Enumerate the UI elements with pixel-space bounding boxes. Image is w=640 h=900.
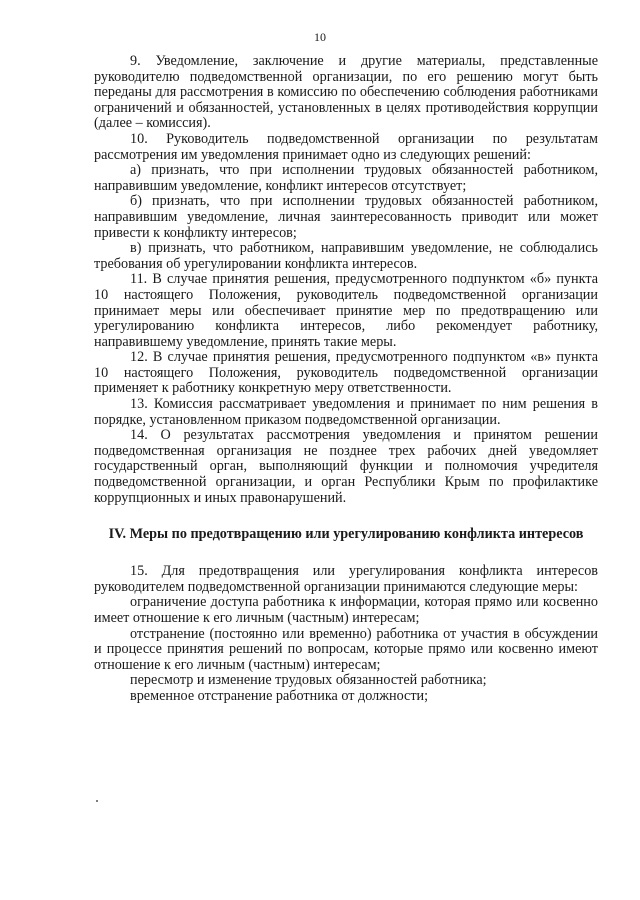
measure-item: временное отстранение работника от должности; bbox=[130, 687, 429, 704]
paragraph-11: 11. В случае принятия решения, предусмотренного подпунктом «б» пункта 10 настоящего Положения, руководитель подведомственной организации принимает меры или обеспечивает принятие мер по предотвращению или урегулированию конфликта интересов, либо рекомендует работнику, направившему уведомление, принять такие меры. bbox=[94, 271, 598, 350]
paragraph-10-v: в) признать, что работником, направившим уведомление, не соблюдались требования об урегулировании конфликта интересов. bbox=[94, 240, 598, 272]
paragraph-9: 9. Уведомление, заключение и другие материалы, представленные руководителю подведомственной организации, по его решению могут быть переданы для рассмотрения в комиссию по обеспечению соблюдения работниками ограничений и обязанностей, установленных в целях противодействия коррупции (далее – комиссия). bbox=[94, 53, 598, 132]
document-body bbox=[94, 54, 598, 705]
measure-item: пересмотр и изменение трудовых обязанностей работника; bbox=[130, 672, 487, 689]
measure-item: отстранение (постоянно или временно) работника от участия в обсуждении и процессе принятия решений по вопросам, которые прямо или косвенно имеют отношение к его личным (частным) интересам; bbox=[94, 625, 598, 673]
paragraph-14: 14. О результатах рассмотрения уведомления и принятом решении подведомственная организация не позднее трех рабочих дней уведомляет государственный орган, выполняющий функции и полномочия учредителя подведомственной организации, и орган Республики Крым по профилактике коррупционных и иных правонарушений. bbox=[94, 427, 598, 506]
paragraph-15: 15. Для предотвращения или урегулирования конфликта интересов руководителем подведомственной организации принимаются следующие меры: bbox=[94, 563, 598, 595]
page-number: 10 bbox=[314, 30, 326, 44]
scan-speck bbox=[96, 800, 98, 802]
paragraph-12: 12. В случае принятия решения, предусмотренного подпунктом «в» пункта 10 настоящего Положения, руководитель подведомственной организации применяет к работнику конкретную меру ответственности. bbox=[94, 349, 598, 397]
paragraph-10: 10. Руководитель подведомственной организации по результатам рассмотрения им уведомления принимает одно из следующих решений: bbox=[94, 130, 598, 163]
section-title: IV. Меры по предотвращению или урегулированию конфликта интересов bbox=[108, 526, 584, 543]
paragraph-10-a: а) признать, что при исполнении трудовых обязанностей работником, направившим уведомление, конфликт интересов отсутствует; bbox=[94, 162, 598, 194]
paragraph-13: 13. Комиссия рассматривает уведомления и принимает по ним решения в порядке, установленном приказом подведомственной организации. bbox=[94, 396, 598, 428]
measure-item: ограничение доступа работника к информации, которая прямо или косвенно имеет отношение к его личным (частным) интересам; bbox=[94, 594, 598, 626]
paragraph-10-b: б) признать, что при исполнении трудовых обязанностей работником, направившим уведомление, личная заинтересованность приводит или может привести к конфликту интересов; bbox=[94, 193, 598, 241]
